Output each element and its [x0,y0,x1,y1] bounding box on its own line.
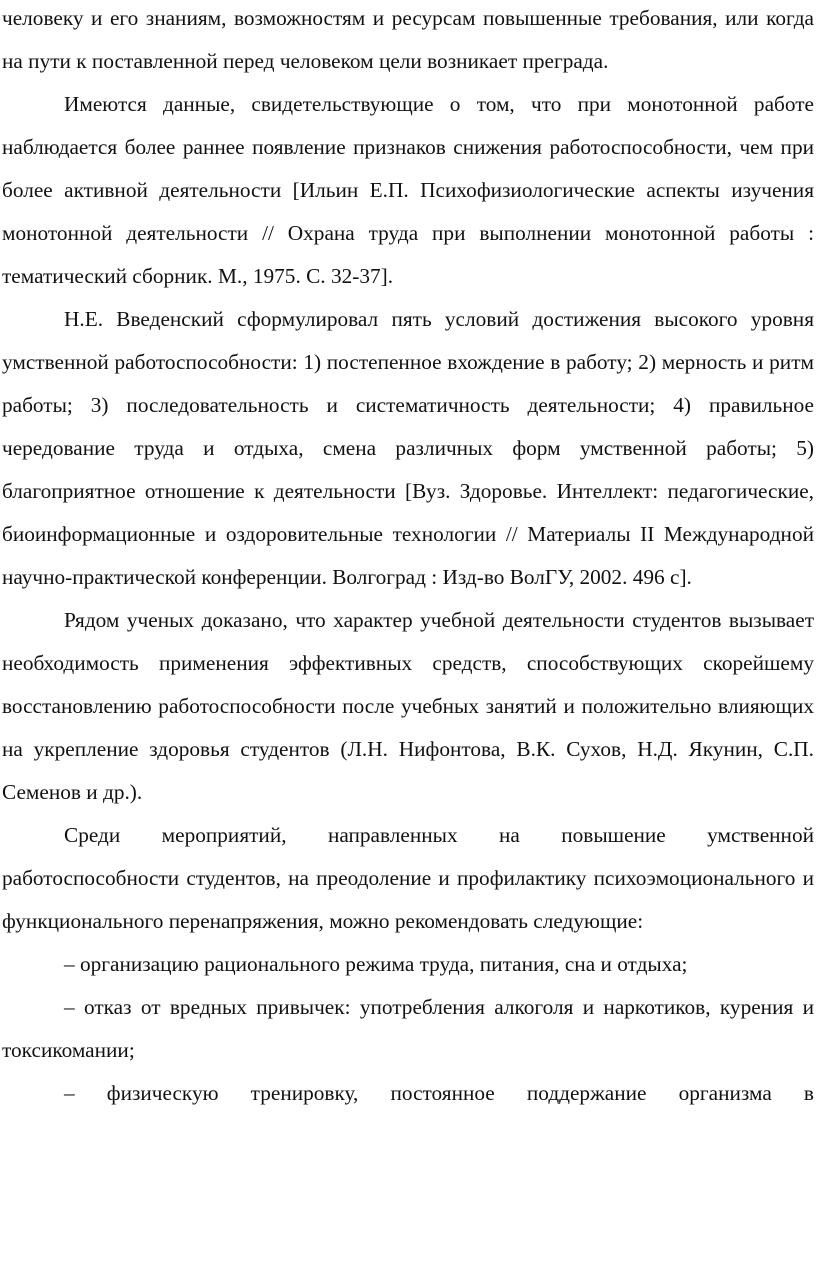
paragraph-continuation: человеку и его знаниям, возможностям и ресурсам повышенные требования, или когда на пути к поставленной перед человеком цели возникает преграда. [2,6,814,73]
list-item-regime: – организацию рационального режима труда, питания, сна и отдыха; [64,952,688,976]
paragraph-recommendations-intro: Среди мероприятий, направленных на повышение умственной работоспособности студентов, на преодоление и профилактику психоэмоционального и функционального перенапряжения, можно рекомендовать следующие: [2,823,814,933]
paragraph-monotonous-work: Имеются данные, свидетельствующие о том, что при монотонной работе наблюдается более раннее появление признаков снижения работоспособности, чем при более активной деятельности [Ильин Е.П. Психофизиологические аспекты изучения монотонной деятельности // Охрана труда при выполнении монотонной работы : тематический сборник. М., 1975. С. 32-37]. [2,92,814,288]
paragraph-student-activity: Рядом ученых доказано, что характер учебной деятельности студентов вызывает необходимость применения эффективных средств, способствующих скорейшему восстановлению работоспособности после учебных занятий и положительно влияющих на укрепление здоровья студентов (Л.Н. Нифонтова, В.К. Сухов, Н.Д. Якунин, С.П. Семенов и др.). [2,608,814,804]
paragraph-vvedensky-conditions: Н.Е. Введенский сформулировал пять условий достижения высокого уровня умственной работоспособности: 1) постепенное вхождение в работу; 2) мерность и ритм работы; 3) последовательность и систематичность деятельности; 4) правильное чередование труда и отдыха, смена различных форм умственной работы; 5) благоприятное отношение к деятельности [Вуз. Здоровье. Интеллект: педагогические, биоинформационные и оздоровительные технологии // Материалы II Международной научно-практической конференции. Волгоград : Изд-во ВолГУ, 2002. 496 с]. [2,307,814,589]
list-item-bad-habits: – отказ от вредных привычек: употребления алкоголя и наркотиков, курения и токсикомании; [2,995,814,1062]
list-item-physical-training: – физическую тренировку, постоянное поддержание организма в [64,1081,814,1105]
